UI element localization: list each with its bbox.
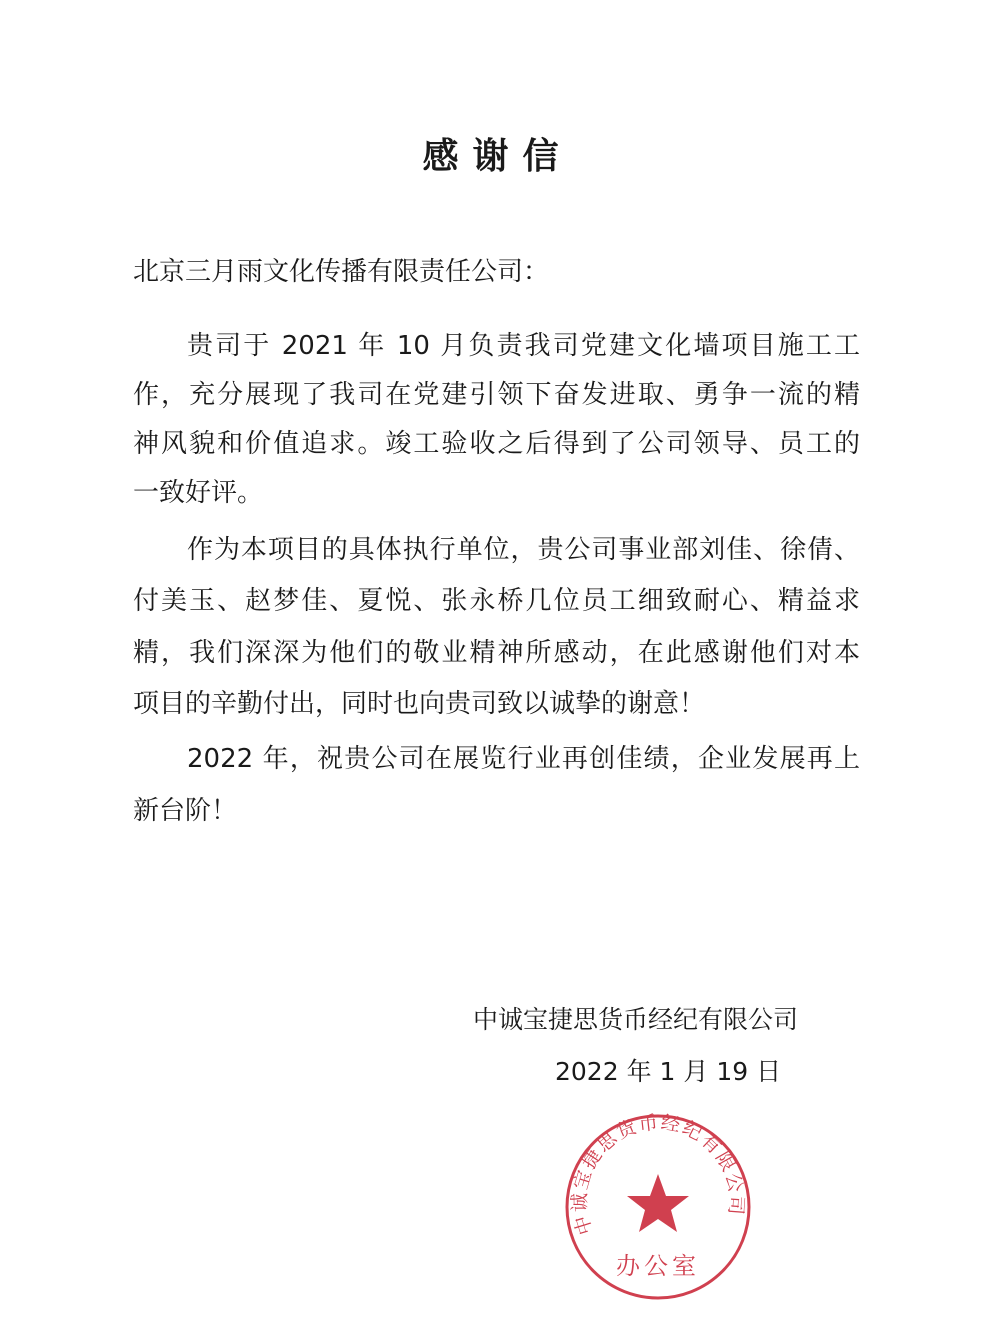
- text-line: 神风貌和价值追求。竣工验收之后得到了公司领导、员工的: [133, 429, 860, 459]
- text-line: 2022 年，祝贵公司在展览行业再创佳绩，企业发展再上: [187, 744, 860, 774]
- official-seal: [563, 1112, 753, 1302]
- text-line: 作为本项目的具体执行单位，贵公司事业部刘佳、徐倩、: [187, 535, 860, 565]
- text-line: 项目的辛勤付出，同时也向贵司致以诚挚的谢意！: [133, 689, 706, 719]
- text-line: 一致好评。: [133, 478, 264, 508]
- signatory-company: 中诚宝捷思货币经纪有限公司: [473, 1005, 799, 1034]
- seal-center-text: 办公室: [616, 1252, 700, 1280]
- seal-ring-text: 中诚宝捷思货币经纪有限公司: [568, 1112, 748, 1238]
- letter-title: 感谢信: [422, 135, 573, 177]
- star-icon: [627, 1174, 689, 1232]
- text-line: 精，我们深深为他们的敬业精神所感动，在此感谢他们对本: [133, 638, 860, 668]
- addressee: 北京三月雨文化传播有限责任公司：: [133, 257, 550, 287]
- text-line: 新台阶！: [133, 796, 238, 826]
- text-line: 贵司于 2021 年 10 月负责我司党建文化墙项目施工工: [187, 331, 860, 361]
- text-line: 作，充分展现了我司在党建引领下奋发进取、勇争一流的精: [133, 380, 860, 410]
- text-line: 付美玉、赵梦佳、夏悦、张永桥几位员工细致耐心、精益求: [133, 586, 860, 616]
- signature-date: 2022 年 1 月 19 日: [555, 1057, 782, 1086]
